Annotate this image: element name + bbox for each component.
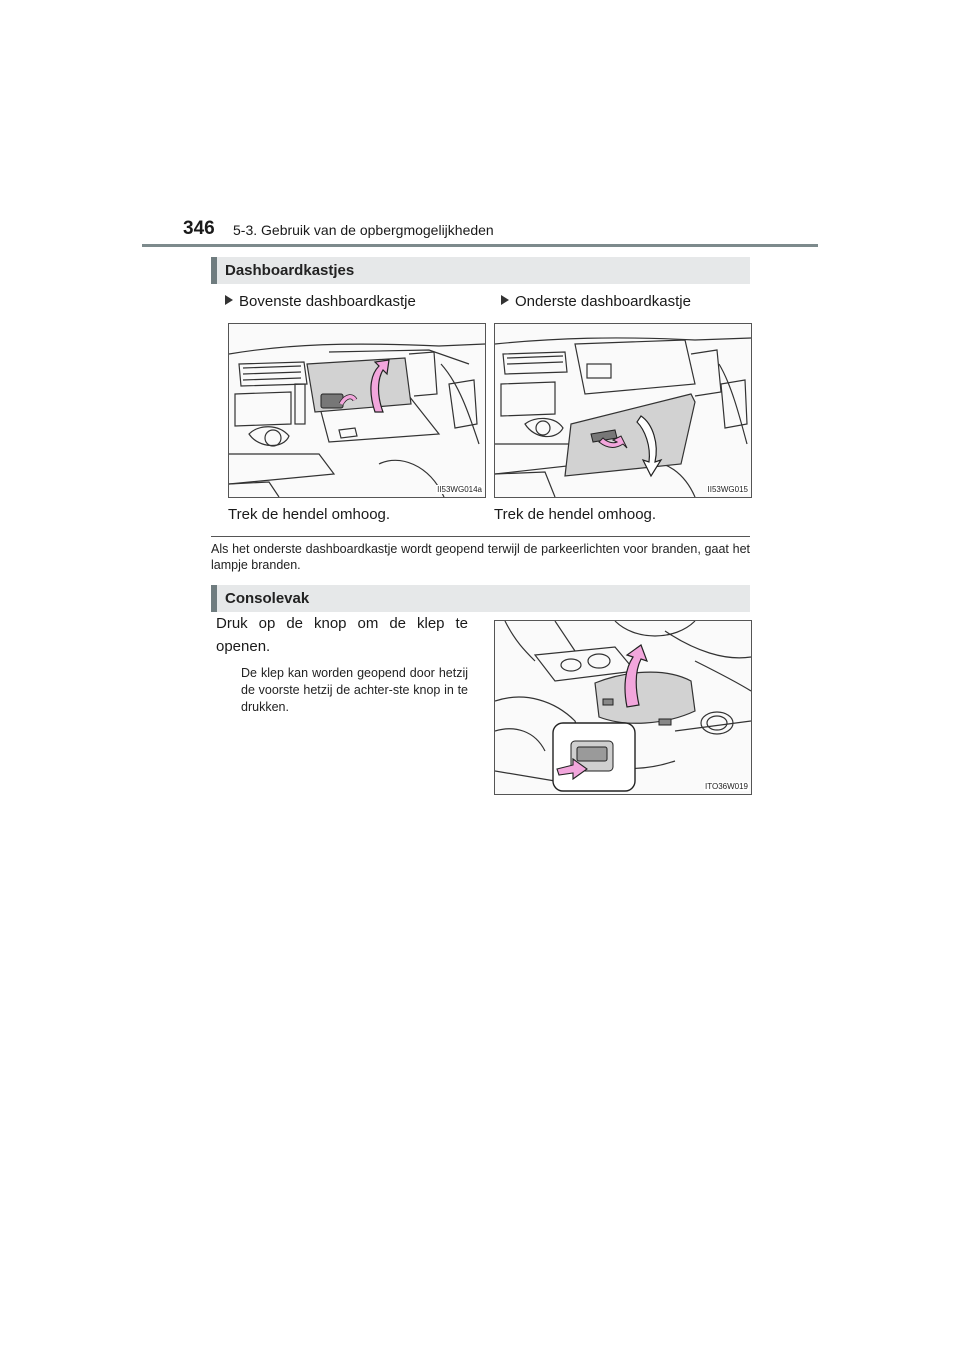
lower-glovebox-illustration	[495, 324, 751, 497]
subtitle-upper-glovebox	[225, 293, 416, 310]
caption-upper-glovebox: Trek de hendel omhoog.	[228, 506, 391, 523]
figure-code: II53WG015	[707, 485, 748, 494]
detail-text: De klep kan worden geopend door hetzij de voorste hetzij de achter-ste knop in te drukken.	[241, 666, 468, 714]
section-heading-consolevak	[211, 585, 750, 612]
section-title: Consolevak	[225, 590, 310, 607]
figure-upper-glovebox	[228, 323, 486, 498]
subtitle-text: Onderste dashboardkastje	[515, 293, 691, 310]
section-accent	[211, 257, 217, 284]
console-box-illustration	[495, 621, 751, 794]
figure-code: II53WG014a	[437, 485, 482, 494]
upper-glovebox-illustration	[229, 324, 485, 497]
page-number: 346	[183, 218, 215, 239]
section-accent	[211, 585, 217, 612]
subtitle-text: Bovenste dashboardkastje	[239, 293, 416, 310]
triangle-bullet-icon	[501, 295, 509, 305]
caption-lower-glovebox: Trek de hendel omhoog.	[494, 506, 657, 523]
subtitle-lower-glovebox	[501, 293, 691, 310]
figure-console-box	[494, 620, 752, 795]
figure-code: ITO36W019	[705, 782, 748, 791]
chapter-title: 5-3. Gebruik van de opbergmogelijkheden	[233, 222, 494, 238]
instruction-text: Druk op de knop om de klep te openen.	[216, 615, 468, 655]
section-title: Dashboardkastjes	[225, 262, 355, 279]
triangle-bullet-icon	[225, 295, 233, 305]
section-heading-dashboardkastjes	[211, 257, 750, 284]
note-text: Als het onderste dashboardkastje wordt geopend terwijl de parkeerlichten voor branden, gaat het lampje branden.	[211, 542, 750, 572]
figure-lower-glovebox	[494, 323, 752, 498]
note-divider	[211, 536, 750, 537]
header-divider	[142, 244, 818, 247]
